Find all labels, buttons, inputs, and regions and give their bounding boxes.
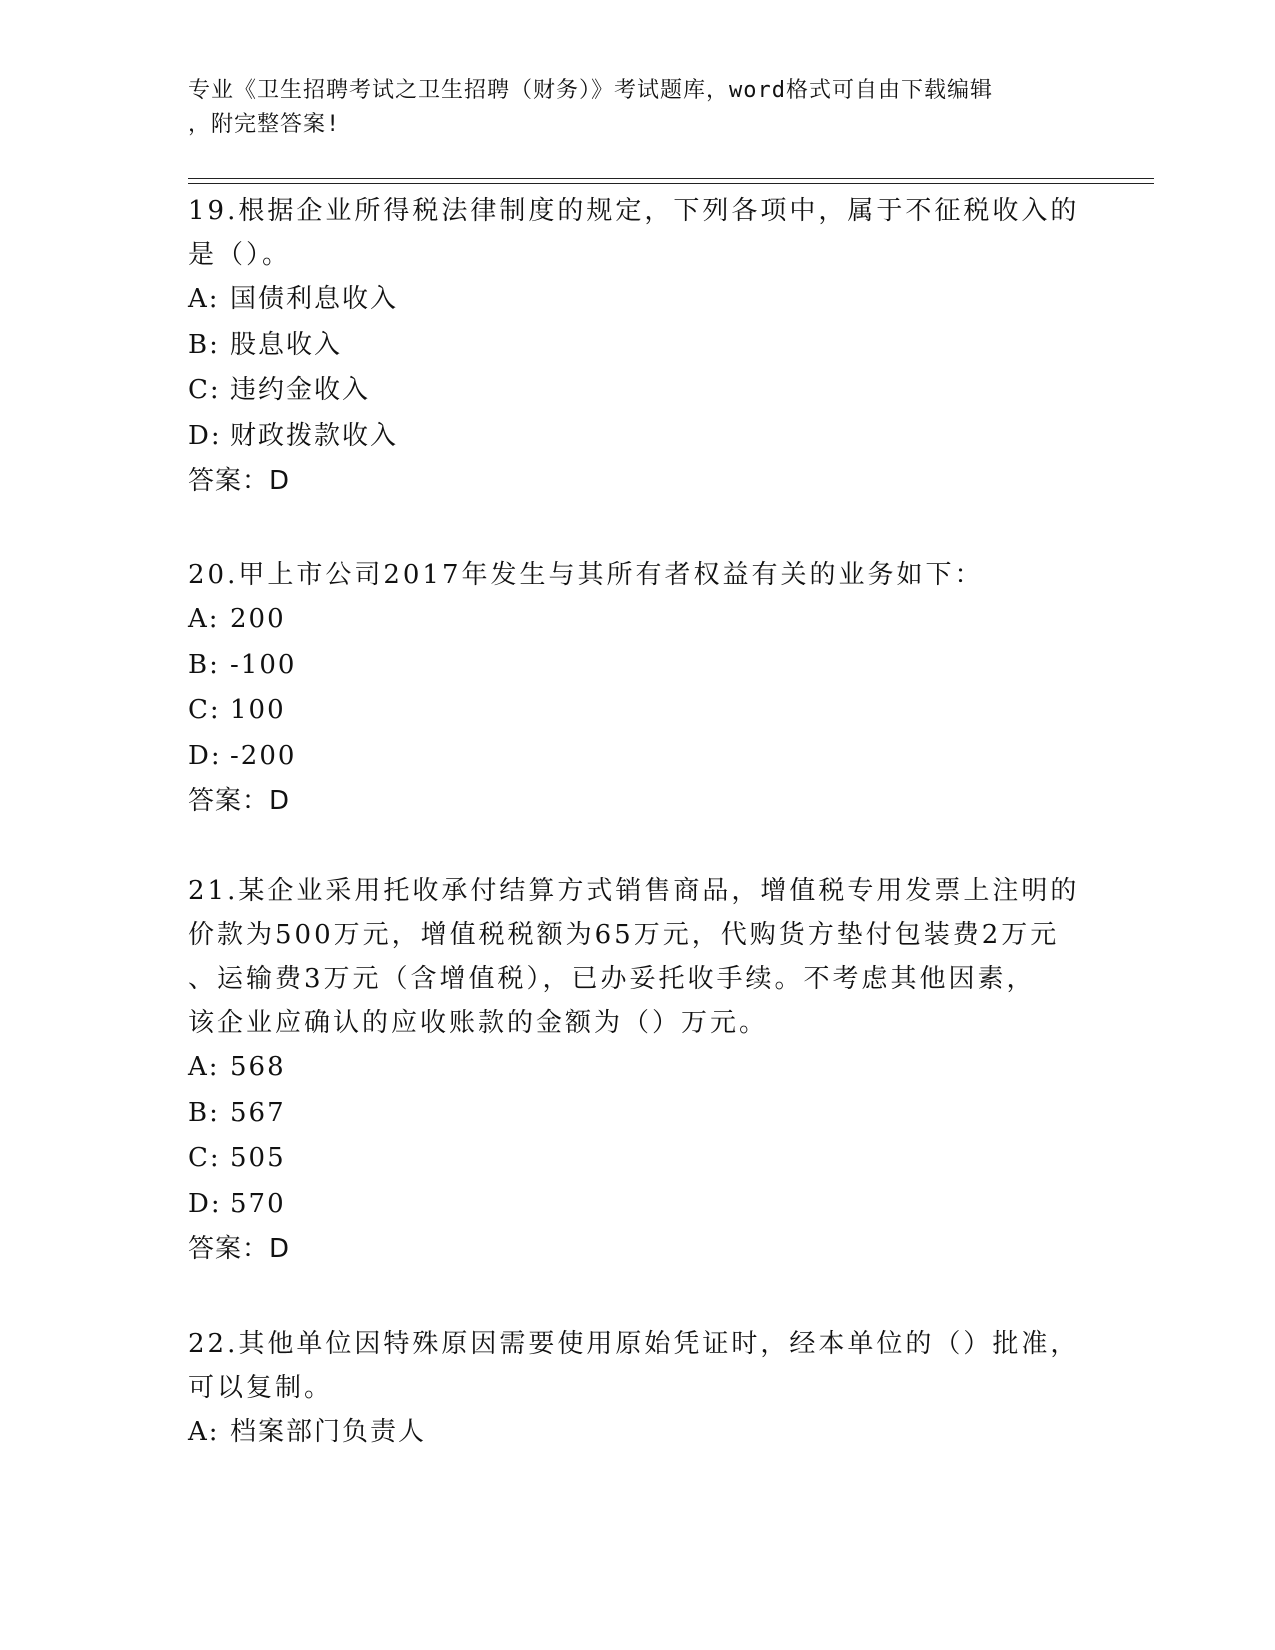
question-stem-line: 价款为500万元，增值税税额为65万元，代购货方垫付包装费2万元 bbox=[188, 920, 1060, 950]
question-21 bbox=[188, 869, 1088, 1272]
question-22 bbox=[188, 1322, 1088, 1456]
option-label: A: bbox=[188, 1052, 220, 1082]
option-text: 档案部门负责人 bbox=[230, 1417, 427, 1447]
question-stem-line: 该企业应确认的应收账款的金额为（）万元。 bbox=[188, 1008, 769, 1038]
option-c bbox=[188, 368, 1088, 414]
option-text: 国债利息收入 bbox=[230, 284, 399, 314]
option-a bbox=[188, 277, 1088, 323]
option-label: A: bbox=[188, 604, 220, 634]
option-a bbox=[188, 1045, 1088, 1091]
option-text: -100 bbox=[230, 649, 297, 680]
option-label: D: bbox=[188, 740, 222, 771]
question-stem-line: 20.甲上市公司2017年发生与其所有者权益有关的业务如下： bbox=[188, 560, 984, 590]
option-c bbox=[188, 688, 1088, 734]
question-stem-line: 可以复制。 bbox=[188, 1373, 334, 1403]
question-stem-line: 、运输费3万元（含增值税），已办妥托收手续。不考虑其他因素， bbox=[188, 964, 1036, 994]
option-text: 100 bbox=[230, 695, 286, 725]
option-text: 200 bbox=[230, 604, 286, 634]
option-label: B: bbox=[188, 1097, 220, 1128]
answer: 答案：D bbox=[188, 1234, 291, 1264]
option-d bbox=[188, 734, 1088, 780]
option-label: C: bbox=[188, 375, 221, 405]
option-text: 股息收入 bbox=[230, 329, 343, 360]
header-line-1: 专业《卫生招聘考试之卫生招聘（财务）》考试题库，word格式可自由下载编辑 bbox=[188, 78, 993, 103]
option-label: B: bbox=[188, 329, 220, 360]
option-b bbox=[188, 643, 1088, 689]
option-d bbox=[188, 1182, 1088, 1228]
option-text: 财政拨款收入 bbox=[230, 420, 399, 451]
question-stem-line: 22.其他单位因特殊原因需要使用原始凭证时，经本单位的（）批准， bbox=[188, 1329, 1080, 1359]
option-label: A: bbox=[188, 1417, 220, 1447]
header-line-2: ，附完整答案! bbox=[188, 112, 341, 137]
option-text: 567 bbox=[230, 1097, 286, 1128]
option-label: C: bbox=[188, 1143, 221, 1173]
option-label: B: bbox=[188, 649, 220, 680]
option-b bbox=[188, 323, 1088, 369]
option-text: 570 bbox=[230, 1188, 286, 1219]
option-c bbox=[188, 1136, 1088, 1182]
question-stem-line: 21.某企业采用托收承付结算方式销售商品，增值税专用发票上注明的 bbox=[188, 876, 1080, 906]
question-stem-line: 19.根据企业所得税法律制度的规定，下列各项中，属于不征税收入的 bbox=[188, 196, 1080, 226]
option-d bbox=[188, 414, 1088, 460]
option-text: 505 bbox=[230, 1143, 286, 1173]
header-divider-top bbox=[188, 178, 1154, 179]
option-b bbox=[188, 1091, 1088, 1137]
question-stem-line: 是（）。 bbox=[188, 240, 292, 270]
option-label: C: bbox=[188, 695, 221, 725]
answer: 答案：D bbox=[188, 786, 291, 816]
option-a bbox=[188, 1410, 1088, 1456]
option-text: 违约金收入 bbox=[230, 375, 371, 405]
header-divider-bottom bbox=[188, 183, 1154, 184]
option-a bbox=[188, 597, 1088, 643]
document-header bbox=[188, 74, 1068, 142]
option-label: D: bbox=[188, 420, 222, 451]
option-text: 568 bbox=[230, 1052, 286, 1082]
option-text: -200 bbox=[230, 740, 297, 771]
question-19 bbox=[188, 189, 1088, 504]
answer: 答案：D bbox=[188, 466, 291, 496]
option-label: D: bbox=[188, 1188, 222, 1219]
question-20 bbox=[188, 553, 1088, 824]
option-label: A: bbox=[188, 284, 220, 314]
